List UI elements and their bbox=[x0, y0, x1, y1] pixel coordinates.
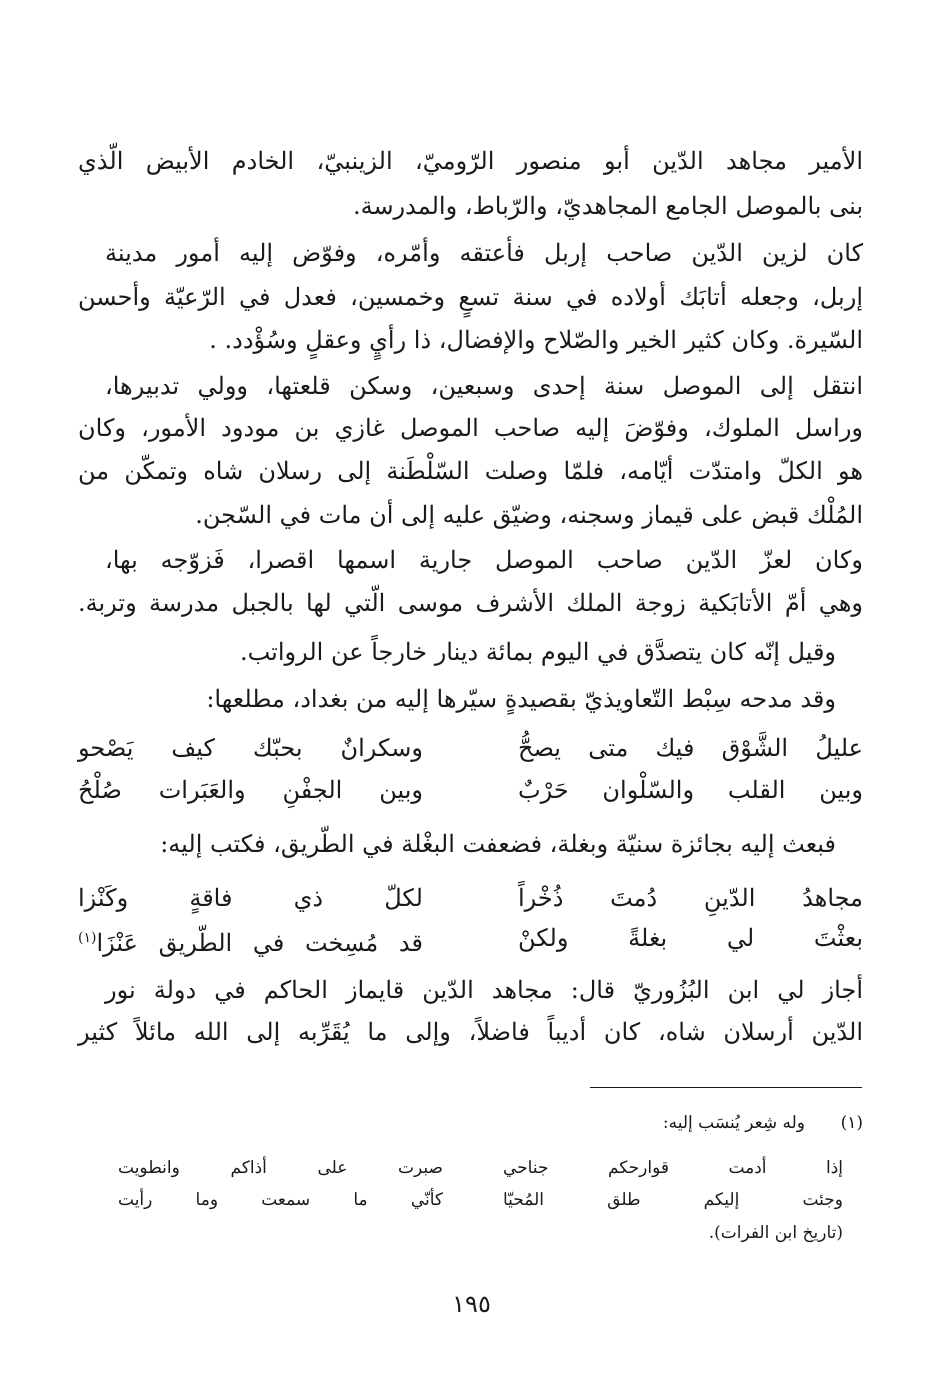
verse-hemistich: لكلّ ذي فاقةٍ وكَنْزا bbox=[78, 884, 423, 912]
verse-hemistich bbox=[78, 920, 423, 961]
verse-hemistich: مجاهدُ الدّينِ دُمتَ ذُخْراً bbox=[518, 884, 863, 912]
verse-text: قد مُسِخت في الطّريق عَنْزَا bbox=[96, 929, 423, 957]
footnote-hemistich: إذا أدمت قوارحكم جناحي bbox=[503, 1158, 843, 1178]
footnote-intro: وله شِعر يُنسَب إليه: bbox=[662, 1113, 805, 1133]
verse-hemistich: وسكرانٌ بحبّك كيف يَصْحو bbox=[78, 734, 423, 762]
text-line: وقد مدحه سِبْط التّعاويذيّ بقصيدةٍ سيّرها إليه من بغداد، مطلعها: bbox=[206, 685, 836, 713]
text-line: الأمير مجاهد الدّين أبو منصور الرّوميّ، الزينبيّ، الخادم الأبيض الّذي bbox=[78, 147, 863, 175]
text-line: أجاز لي ابن البُزُوريّ قال: مجاهد الدّين قايماز الحاكم في دولة نور bbox=[105, 976, 863, 1004]
verse-hemistich: وبين الجفْنِ والعَبَرات صُلْحُ bbox=[78, 776, 423, 804]
text-line: الدّين أرسلان شاه، كان أديباً فاضلاً، وإلى ما يُقَرِّبه إلى الله مائلاً كثير bbox=[78, 1018, 863, 1046]
text-line: هو الكلّ وامتدّت أيّامه، فلمّا وصلت السّلْطَنة إلى رسلان شاه وتمكّن من bbox=[78, 457, 863, 485]
verse-hemistich: بعثْتَ لي بغلةً ولكنْ bbox=[518, 924, 863, 952]
footnote-hemistich: وجئت إليكم طلق المُحيّا bbox=[503, 1190, 843, 1210]
text-line: وقيل إنّه كان يتصدَّق في اليوم بمائة دينار خارجاً عن الرواتب. bbox=[239, 638, 836, 666]
text-line: المُلْك قبض على قيماز وسجنه، وضيّق عليه إلى أن مات في السّجن. bbox=[195, 501, 863, 529]
text-line: وكان لعزّ الدّين صاحب الموصل جارية اسمها اقصرا، فَزوّجه بها، bbox=[105, 546, 863, 574]
text-line: فبعث إليه بجائزة سنيّة وبغلة، فضعفت البغْلة في الطّريق، فكتب إليه: bbox=[160, 830, 836, 858]
footnote-marker: (١) bbox=[78, 930, 97, 946]
footnote-source: (تاريخ ابن الفرات). bbox=[708, 1223, 843, 1243]
text-line: انتقل إلى الموصل سنة إحدى وسبعين، وسكن قلعتها، وولي تدبيرها، bbox=[105, 372, 863, 400]
text-line: إربل، وجعله أتابَك أولاده في سنة تسعٍ وخمسين، فعدل في الرّعيّة وأحسن bbox=[78, 283, 863, 311]
text-line: وراسل الملوك، وفوّضَ إليه صاحب الموصل غازي بن مودود الأمور، وكان bbox=[78, 414, 863, 442]
text-line: وهي أمّ الأتابَكية زوجة الملك الأشرف موسى الّتي لها بالجبل مدرسة وتربة. bbox=[78, 589, 863, 617]
text-line: بنى بالموصل الجامع المجاهديّ، والرّباط، والمدرسة. bbox=[352, 192, 863, 220]
text-line: السّيرة. وكان كثير الخير والصّلاح والإفضال، ذا رأيٍ وعقلٍ وسُؤْدد. . bbox=[209, 326, 863, 354]
footnote-number: (١) bbox=[840, 1113, 863, 1133]
verse-hemistich: وبين القلب والسّلْوان حَرْبٌ bbox=[518, 776, 863, 804]
page-number: ١٩٥ bbox=[452, 1290, 491, 1318]
footnote-hemistich: صبرت على أذاكم وانطويت bbox=[118, 1158, 443, 1178]
footnote-hemistich: كأنّي ما سمعت وما رأيت bbox=[118, 1190, 443, 1210]
footnote-separator bbox=[590, 1087, 862, 1088]
verse-hemistich: عليلُ الشَّوْق فيك متى يصحُّ bbox=[518, 734, 863, 762]
text-line: كان لزين الدّين صاحب إربل فأعتقه وأمّره، وفوّض إليه أمور مدينة bbox=[105, 239, 863, 267]
